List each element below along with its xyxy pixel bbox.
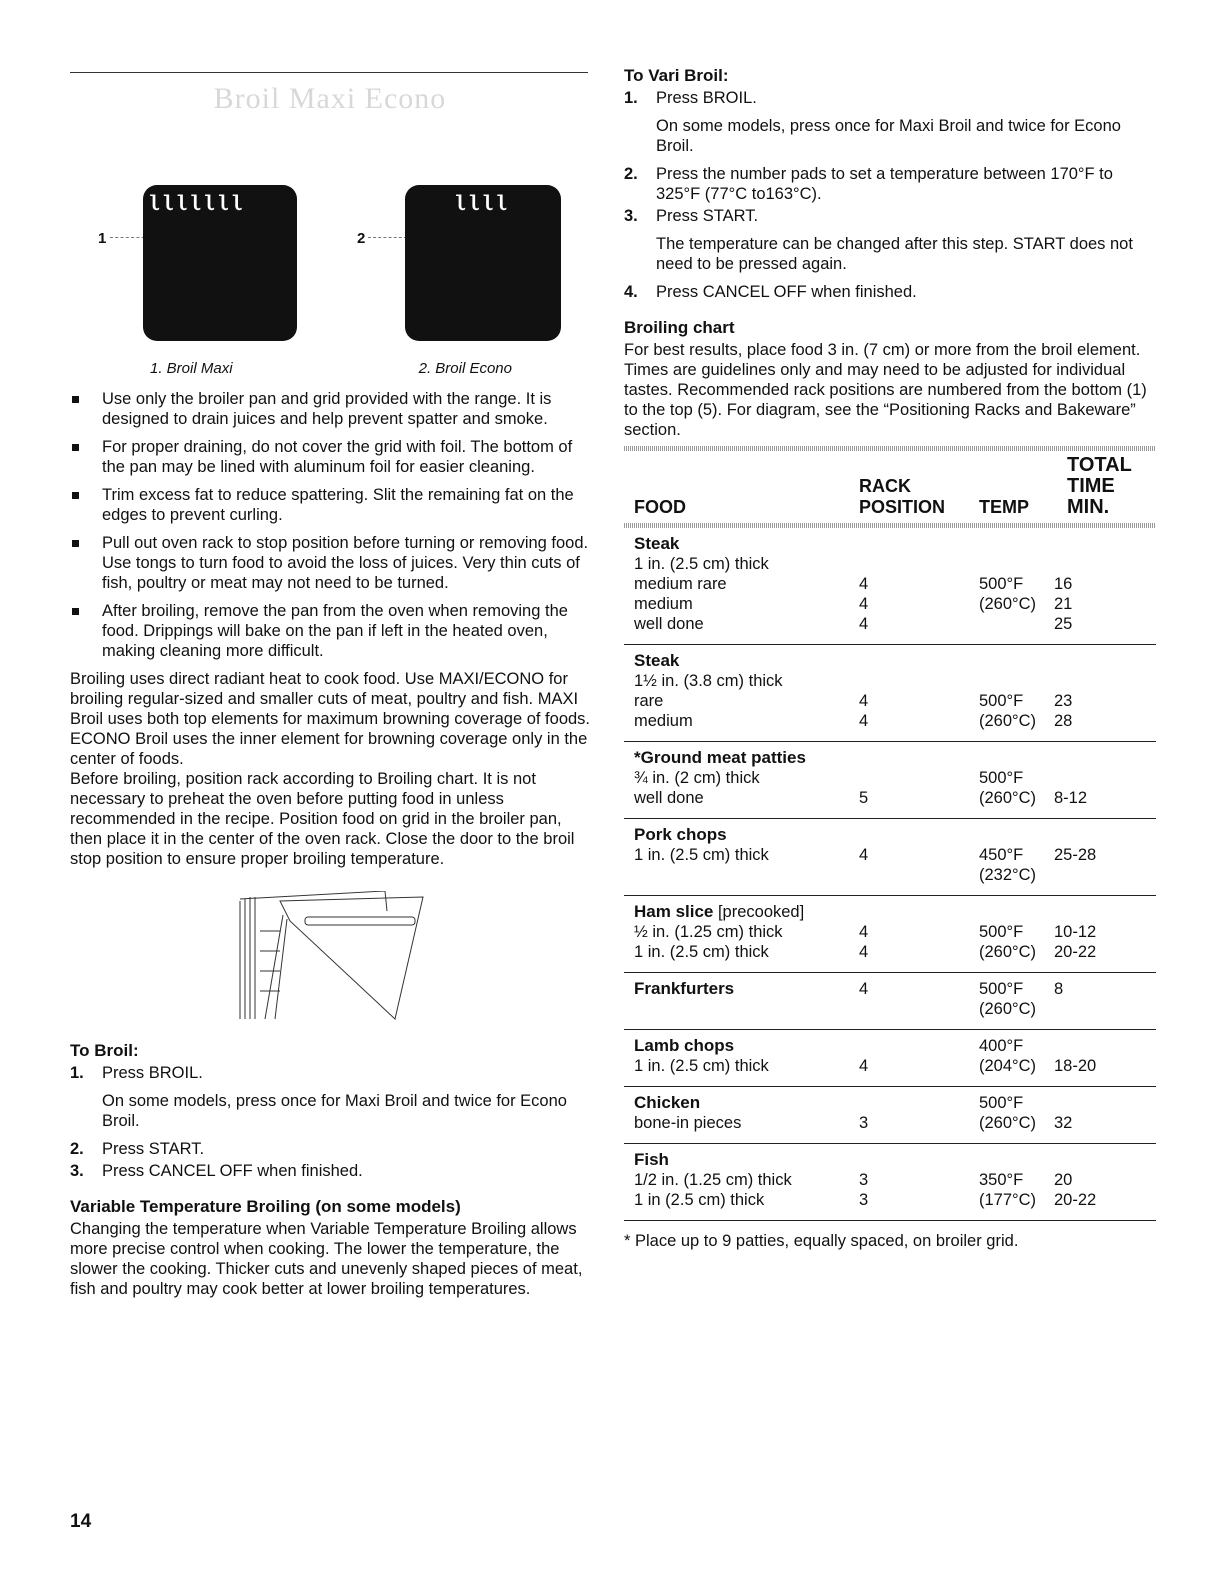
table-row	[634, 1093, 1156, 1113]
cell-rack: 4	[859, 846, 869, 864]
cell-food	[634, 865, 859, 885]
cell-temp: 500°F	[979, 575, 1024, 593]
cell-temp	[979, 614, 1054, 634]
step-number: 1.	[70, 1064, 84, 1082]
cell-temp	[979, 651, 1054, 671]
cell-rack: 3	[859, 1171, 869, 1189]
col-header-total: TOTAL	[1067, 454, 1132, 476]
table-row	[634, 671, 1156, 691]
table-row	[634, 768, 1156, 788]
cell-rack: 4	[859, 1057, 869, 1075]
table-row	[634, 691, 1156, 711]
cell-time: 20-22	[1054, 943, 1097, 961]
cell-temp: (232°C)	[979, 866, 1037, 884]
food-group-title: Lamb chops	[634, 1036, 735, 1055]
cell-time: 23	[1054, 692, 1073, 710]
table-row	[634, 1190, 1156, 1210]
cell-rack: 4	[859, 595, 869, 613]
table-row	[634, 865, 1156, 885]
cell-time: 25-28	[1054, 846, 1097, 864]
chart-header-row	[624, 451, 1156, 523]
cell-time: 25	[1054, 615, 1073, 633]
step-item	[70, 1139, 590, 1159]
cell-time	[1054, 671, 1144, 691]
cell-time	[1054, 554, 1144, 574]
broil-maxi-element	[143, 185, 297, 341]
step-item	[624, 164, 1156, 204]
group-title-cell	[634, 534, 859, 554]
step-text: Press the number pads to set a temperature between 170°F to 325°F (77°C to163°C).	[656, 165, 1113, 203]
table-row	[634, 554, 1156, 574]
col-header-food: FOOD	[634, 497, 686, 517]
cell-time: 18-20	[1054, 1057, 1097, 1075]
cell-temp	[979, 748, 1054, 768]
cell-temp: 500°F	[979, 1094, 1024, 1112]
food-group-title: Pork chops	[634, 825, 727, 844]
cell-food: 1 in. (2.5 cm) thick	[634, 943, 769, 961]
table-row	[634, 845, 1156, 865]
broil-elements-figure	[70, 139, 590, 359]
food-group	[624, 742, 1156, 819]
paragraph-maxi-econo: Broiling uses direct radiant heat to cook food. Use MAXI/ECONO for broiling regular-sized and smaller cuts of meat, poultry and fish. MAXI Broil uses both top elements for maximum browning coverage of foods. ECONO Broil uses the inner element for browning coverage only in the center of foods.	[70, 670, 591, 768]
step-text: Press START.	[102, 1140, 205, 1158]
cell-food: well done	[634, 789, 704, 807]
food-group	[624, 528, 1156, 645]
cell-time: 21	[1054, 595, 1073, 613]
cell-food	[634, 999, 859, 1019]
cell-temp: 500°F	[979, 692, 1024, 710]
cell-temp: 400°F	[979, 1037, 1024, 1055]
cell-time	[1054, 651, 1144, 671]
cell-rack: 4	[859, 575, 869, 593]
list-item: For proper draining, do not cover the grid with foil. The bottom of the pan may be lined with aluminum foil for easier cleaning.	[70, 437, 590, 477]
cell-temp: 450°F	[979, 846, 1024, 864]
step-item	[70, 1161, 590, 1181]
table-row	[634, 788, 1156, 808]
cell-rack: 3	[859, 1191, 869, 1209]
food-group-title: Steak	[634, 534, 680, 553]
table-row	[634, 979, 1156, 999]
step-text: Press START.	[656, 207, 759, 225]
cell-time: 32	[1054, 1114, 1073, 1132]
table-row	[634, 594, 1156, 614]
top-rule	[70, 72, 588, 73]
cell-temp	[979, 534, 1054, 554]
cell-food: medium rare	[634, 575, 727, 593]
table-row	[634, 1036, 1156, 1056]
cell-rack	[859, 534, 979, 554]
figure-label-1: 1	[98, 230, 107, 247]
food-group-title: Fish	[634, 1150, 669, 1169]
food-group-title: Ham slice	[634, 902, 714, 921]
cell-time: 16	[1054, 575, 1073, 593]
cell-temp: 500°F	[979, 769, 1024, 787]
group-title-cell	[634, 1150, 859, 1170]
left-column	[70, 72, 590, 1299]
cell-temp	[979, 825, 1054, 845]
food-group	[624, 1144, 1156, 1221]
cell-time: 8-12	[1054, 789, 1088, 807]
cell-food: ¾ in. (2 cm) thick	[634, 769, 760, 787]
cell-food: medium	[634, 712, 693, 730]
table-row	[634, 825, 1156, 845]
figure-captions	[70, 359, 590, 379]
table-row	[634, 1056, 1156, 1076]
cell-rack: 5	[859, 789, 869, 807]
cell-temp: 500°F	[979, 923, 1024, 941]
to-vari-broil-heading: To Vari Broil:	[624, 66, 729, 85]
broiling-chart-intro: For best results, place food 3 in. (7 cm) or more from the broil element. Times are guidelines only and may need to be adjusted for individual tastes. Recommended rack positions are numbered from the bottom (1) to the top (5). For diagram, see the “Positioning Racks and Bakeware” section.	[624, 341, 1147, 439]
caption-broil-maxi: 1. Broil Maxi	[150, 360, 233, 377]
col-header-rack: RACK	[859, 476, 911, 496]
table-row	[634, 942, 1156, 962]
step-number: 3.	[70, 1162, 84, 1180]
cell-temp: 350°F	[979, 1171, 1024, 1189]
cell-food: 1 in. (2.5 cm) thick	[634, 1057, 769, 1075]
table-row	[634, 748, 1156, 768]
table-row	[634, 999, 1156, 1019]
step-note: On some models, press once for Maxi Broil and twice for Econo Broil.	[656, 117, 1121, 155]
cell-rack	[859, 748, 979, 768]
group-title-cell	[634, 979, 859, 999]
cell-rack: 4	[859, 923, 869, 941]
table-row	[634, 651, 1156, 671]
cell-time	[1054, 748, 1144, 768]
right-column	[624, 66, 1156, 1251]
cell-temp: (177°C)	[979, 1191, 1037, 1209]
cell-temp: (260°C)	[979, 1114, 1037, 1132]
table-row	[634, 922, 1156, 942]
variable-temp-paragraph: Changing the temperature when Variable Temperature Broiling allows more precise control when cooking. The lower the temperature, the slower the cooking. Thicker cuts and unevenly shaped pieces of meat, fish and poultry may cook better at lower broiling temperatures.	[70, 1220, 583, 1298]
broiling-tips-list	[70, 389, 590, 661]
table-row	[634, 614, 1156, 634]
step-number: 4.	[624, 283, 638, 301]
cell-rack: 4	[859, 692, 869, 710]
cell-time: 8	[1054, 980, 1064, 998]
step-text: Press BROIL.	[102, 1064, 203, 1082]
group-title-cell	[634, 902, 859, 922]
step-number: 2.	[70, 1140, 84, 1158]
cell-time	[1054, 1150, 1144, 1170]
list-item: Use only the broiler pan and grid provided with the range. It is designed to drain juices and help prevent spatter and smoke.	[70, 389, 590, 429]
list-item: Pull out oven rack to stop position before turning or removing food. Use tongs to turn food to avoid the loss of juices. Very thin cuts of fish, poultry or meat may not need to be turned.	[70, 533, 590, 593]
cell-food: well done	[634, 615, 704, 633]
cell-food: 1 in. (2.5 cm) thick	[634, 555, 769, 573]
cell-rack	[859, 1093, 979, 1113]
cell-rack	[859, 1036, 979, 1056]
table-row	[634, 902, 1156, 922]
step-number: 2.	[624, 165, 638, 183]
table-row	[634, 534, 1156, 554]
oven-door-broil-stop-illustration	[235, 891, 425, 1021]
cell-rack	[859, 865, 979, 885]
cell-temp: (260°C)	[979, 595, 1037, 613]
oven-door-icon	[235, 891, 425, 1021]
cell-temp: 500°F	[979, 980, 1024, 998]
figure-title: Broil Maxi Econo	[213, 82, 447, 115]
step-note: On some models, press once for Maxi Broil and twice for Econo Broil.	[102, 1092, 567, 1130]
step-item	[624, 88, 1156, 156]
cell-time: 20	[1054, 1171, 1073, 1189]
table-row	[634, 1150, 1156, 1170]
cell-food: 1½ in. (3.8 cm) thick	[634, 672, 783, 690]
figure-label-2: 2	[357, 230, 366, 247]
cell-rack	[859, 999, 979, 1019]
cell-time	[1054, 534, 1144, 554]
cell-temp: (260°C)	[979, 943, 1037, 961]
cell-food: 1/2 in. (1.25 cm) thick	[634, 1171, 792, 1189]
cell-time: 28	[1054, 712, 1073, 730]
cell-time: 20-22	[1054, 1191, 1097, 1209]
cell-time	[1054, 825, 1144, 845]
cell-time	[1054, 768, 1144, 788]
cell-food: 1 in. (2.5 cm) thick	[634, 846, 769, 864]
step-item	[624, 282, 1156, 302]
list-item: Trim excess fat to reduce spattering. Slit the remaining fat on the edges to prevent curling.	[70, 485, 590, 525]
cell-time	[1054, 1093, 1144, 1113]
broiling-chart-heading: Broiling chart	[624, 318, 735, 337]
food-group-title: Chicken	[634, 1093, 701, 1112]
cell-temp: (260°C)	[979, 1000, 1037, 1018]
group-title-cell	[634, 651, 859, 671]
cell-temp	[979, 671, 1054, 691]
chart-footnote: * Place up to 9 patties, equally spaced, on broiler grid.	[624, 1232, 1019, 1250]
list-item: After broiling, remove the pan from the oven when removing the food. Drippings will bake on the pan if left in the heated oven, making cleaning more difficult.	[70, 601, 590, 661]
table-row	[634, 1170, 1156, 1190]
paragraph-before-broiling: Before broiling, position rack according to Broiling chart. It is not necessary to preheat the oven before putting food in unless recommended in the recipe. Position food on grid in the broiler pan, then place it in the center of the oven rack. Close the door to the broil stop position to ensure proper broiling temperature.	[70, 770, 575, 868]
caption-broil-econo: 2. Broil Econo	[418, 360, 512, 377]
cell-time	[1054, 865, 1144, 885]
maxi-coils-icon: ιιιιιιι	[149, 183, 246, 218]
cell-temp	[979, 1150, 1054, 1170]
step-note: The temperature can be changed after this step. START does not need to be pressed again.	[656, 235, 1133, 273]
group-title-cell	[634, 825, 859, 845]
cell-time	[1054, 902, 1144, 922]
food-group	[624, 896, 1156, 973]
step-item	[70, 1063, 590, 1131]
step-item	[624, 206, 1156, 274]
cell-rack: 4	[859, 712, 869, 730]
cell-temp	[979, 554, 1054, 574]
cell-rack	[859, 768, 979, 788]
food-group-title: Frankfurters	[634, 979, 735, 998]
cell-rack: 3	[859, 1114, 869, 1132]
cell-rack	[859, 554, 979, 574]
col-header-min: MIN.	[1067, 496, 1110, 518]
cell-rack	[859, 1150, 979, 1170]
group-title-cell	[634, 1036, 859, 1056]
cell-temp: (260°C)	[979, 712, 1037, 730]
cell-food: ½ in. (1.25 cm) thick	[634, 923, 783, 941]
step-text: Press CANCEL OFF when finished.	[656, 283, 917, 301]
cell-food: bone-in pieces	[634, 1114, 742, 1132]
broiling-chart-table	[624, 528, 1156, 1221]
cell-rack: 4	[859, 943, 869, 961]
step-text: Press CANCEL OFF when finished.	[102, 1162, 363, 1180]
step-number: 3.	[624, 207, 638, 225]
food-group	[624, 819, 1156, 896]
page-number: 14	[70, 1511, 92, 1532]
food-group	[624, 1030, 1156, 1087]
econo-coils-icon: ιιιι	[455, 183, 511, 218]
food-group	[624, 973, 1156, 1030]
cell-rack	[859, 671, 979, 691]
cell-food: 1 in (2.5 cm) thick	[634, 1191, 765, 1209]
table-row	[634, 1113, 1156, 1133]
group-title-cell	[634, 1093, 859, 1113]
to-broil-heading: To Broil:	[70, 1041, 139, 1060]
to-broil-steps	[70, 1063, 590, 1181]
table-row	[634, 711, 1156, 731]
step-number: 1.	[624, 89, 638, 107]
cell-rack	[859, 825, 979, 845]
cell-rack	[859, 902, 979, 922]
variable-temp-heading: Variable Temperature Broiling (on some models)	[70, 1197, 461, 1216]
food-group	[624, 645, 1156, 742]
cell-time	[1054, 1036, 1144, 1056]
table-row	[634, 574, 1156, 594]
broil-econo-element	[405, 185, 561, 341]
col-header-temp: TEMP	[979, 497, 1030, 517]
cell-rack: 4	[859, 980, 869, 998]
cell-temp	[979, 902, 1054, 922]
col-header-time: TIME	[1067, 475, 1115, 497]
step-text: Press BROIL.	[656, 89, 757, 107]
cell-food: rare	[634, 692, 664, 710]
group-title-cell	[634, 748, 859, 768]
food-group-title: *Ground meat patties	[634, 748, 806, 767]
cell-temp: (204°C)	[979, 1057, 1037, 1075]
cell-time: 10-12	[1054, 923, 1097, 941]
food-group	[624, 1087, 1156, 1144]
cell-rack	[859, 651, 979, 671]
col-header-position: POSITION	[859, 497, 946, 517]
food-group-title-note: [precooked]	[713, 903, 805, 921]
food-group-title: Steak	[634, 651, 680, 670]
to-vari-broil-steps	[624, 88, 1156, 302]
cell-food: medium	[634, 595, 693, 613]
cell-time	[1054, 999, 1144, 1019]
cell-temp: (260°C)	[979, 789, 1037, 807]
cell-rack: 4	[859, 615, 869, 633]
